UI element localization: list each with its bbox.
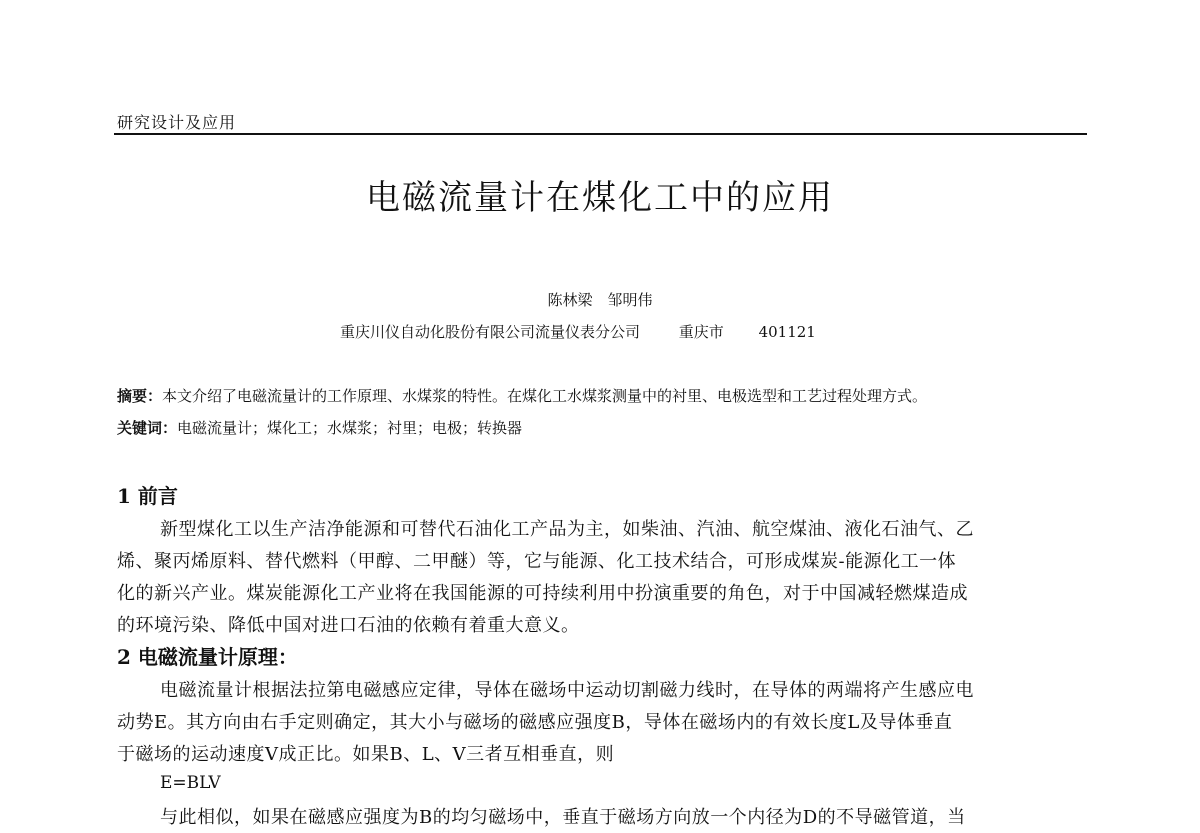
paragraph-line: 于磁场的运动速度V成正比。如果B、L、V三者互相垂直，则 xyxy=(117,744,615,765)
affiliation-zip: 401121 xyxy=(758,323,816,341)
paragraph-line: 与此相似，如果在磁感应强度为B的均匀磁场中，垂直于磁场方向放一个内径为D的不导磁管道，当 xyxy=(160,807,966,828)
paragraph-line: 新型煤化工以生产洁净能源和可替代石油化工产品为主，如柴油、汽油、航空煤油、液化石油气、乙 xyxy=(160,519,974,540)
affiliation-org: 重庆川仪自动化股份有限公司流量仪表分公司 xyxy=(340,323,641,341)
paragraph-line: 电磁流量计根据法拉第电磁感应定律，导体在磁场中运动切割磁力线时，在导体的两端将产生感应电 xyxy=(160,680,974,701)
formula: E=BLV xyxy=(160,773,221,793)
keywords xyxy=(117,417,1097,438)
section-heading-1: 1 前言 xyxy=(117,484,178,508)
section-heading-2: 2 电磁流量计原理： xyxy=(117,645,298,669)
abstract-label: 摘要： xyxy=(117,387,163,405)
paper-title: 电磁流量计在煤化工中的应用 xyxy=(366,178,834,218)
affiliation xyxy=(340,321,816,342)
paragraph-line: 烯、聚丙烯原料、替代燃料（甲醇、二甲醚）等，它与能源、化工技术结合，可形成煤炭-能源化工一体 xyxy=(117,551,957,572)
abstract-text: 本文介绍了电磁流量计的工作原理、水煤浆的特性。在煤化工水煤浆测量中的衬里、电极选型和工艺过程处理方式。 xyxy=(162,387,928,405)
keywords-text: 电磁流量计；煤化工；水煤浆；衬里；电极；转换器 xyxy=(177,419,523,437)
keywords-label: 关键词： xyxy=(117,419,178,437)
abstract xyxy=(117,385,1097,406)
paragraph-line: 的环境污染、降低中国对进口石油的依赖有着重大意义。 xyxy=(117,615,580,636)
running-head: 研究设计及应用 xyxy=(117,113,237,132)
paragraph-line: 动势E。其方向由右手定则确定，其大小与磁场的磁感应强度B，导体在磁场内的有效长度L及导体垂直 xyxy=(117,712,953,733)
affiliation-city: 重庆市 xyxy=(678,323,724,341)
paragraph-line: 化的新兴产业。煤炭能源化工产业将在我国能源的可持续利用中扮演重要的角色，对于中国减轻燃煤造成 xyxy=(117,583,968,604)
authors: 陈林梁 邹明伟 xyxy=(547,291,653,309)
header-rule xyxy=(114,133,1087,135)
